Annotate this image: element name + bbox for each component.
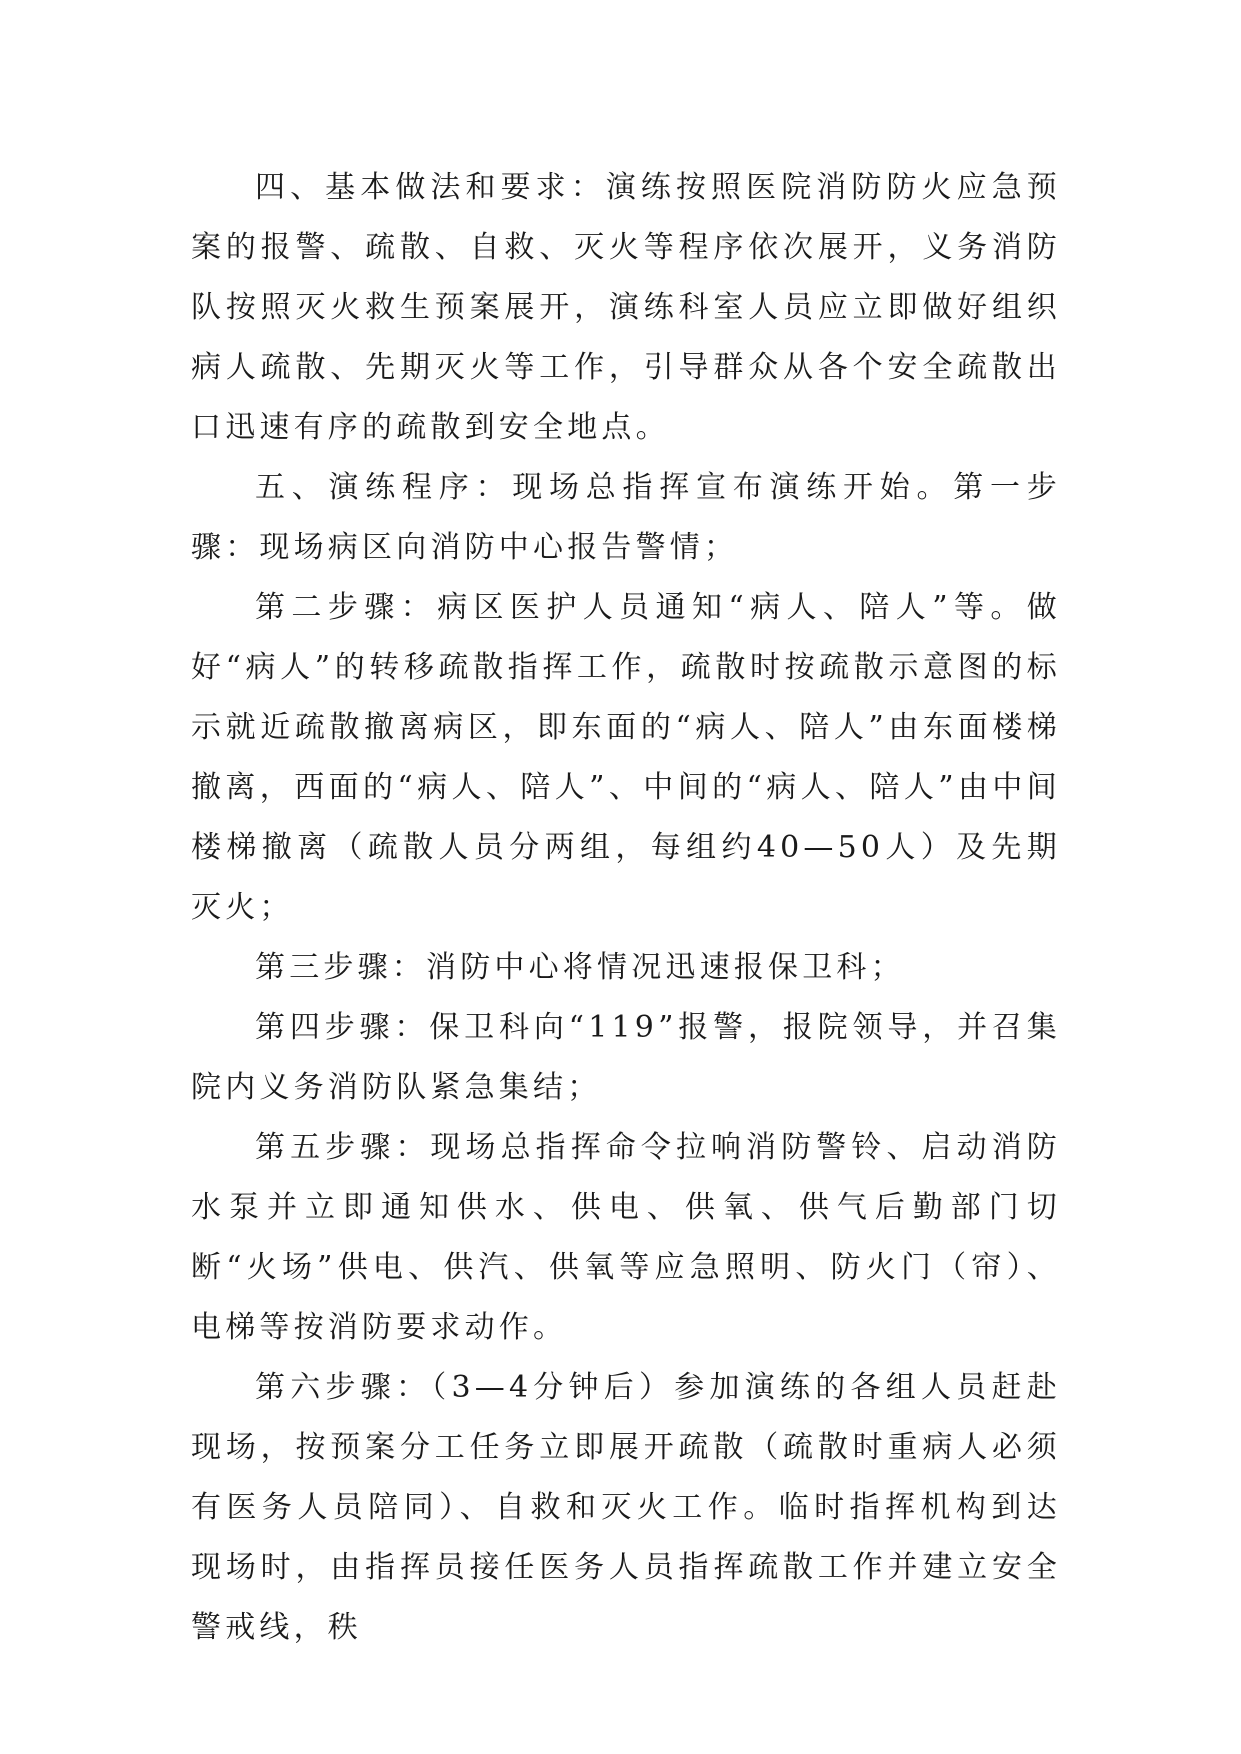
- paragraph-step-three: 第三步骤：消防中心将情况迅速报保卫科；: [255, 950, 905, 985]
- paragraph-drill-procedure: 五、演练程序：现场总指挥宣布演练开始。第一步骤：现场病区向消防中心报告警情；: [191, 470, 1061, 565]
- paragraph-step-four: 第四步骤：保卫科向“119”报警，报院领导，并召集院内义务消防队紧急集结；: [191, 1010, 1061, 1105]
- paragraph-step-five: 第五步骤：现场总指挥命令拉响消防警铃、启动消防水泵并立即通知供水、供电、供氧、供气后勤部门切断“火场”供电、供汽、供氧等应急照明、防火门（帘）、电梯等按消防要求动作。: [191, 1130, 1061, 1345]
- paragraph-step-six: 第六步骤：（3—4分钟后）参加演练的各组人员赶赴现场，按预案分工任务立即展开疏散（疏散时重病人必须有医务人员陪同）、自救和灭火工作。临时指挥机构到达现场时，由指挥员接任医务人员指挥疏散工作并建立安全警戒线，秩: [191, 1370, 1061, 1645]
- document-body: [191, 158, 1061, 1658]
- paragraph-basic-requirements: 四、基本做法和要求：演练按照医院消防防火应急预案的报警、疏散、自救、灭火等程序依次展开，义务消防队按照灭火救生预案展开，演练科室人员应立即做好组织病人疏散、先期灭火等工作，引导群众从各个安全疏散出口迅速有序的疏散到安全地点。: [191, 170, 1061, 445]
- paragraph-step-two: 第二步骤：病区医护人员通知“病人、陪人”等。做好“病人”的转移疏散指挥工作，疏散时按疏散示意图的标示就近疏散撤离病区，即东面的“病人、陪人”由东面楼梯撤离，西面的“病人、陪人”、中间的“病人、陪人”由中间楼梯撤离（疏散人员分两组，每组约40—50人）及先期灭火；: [191, 590, 1061, 925]
